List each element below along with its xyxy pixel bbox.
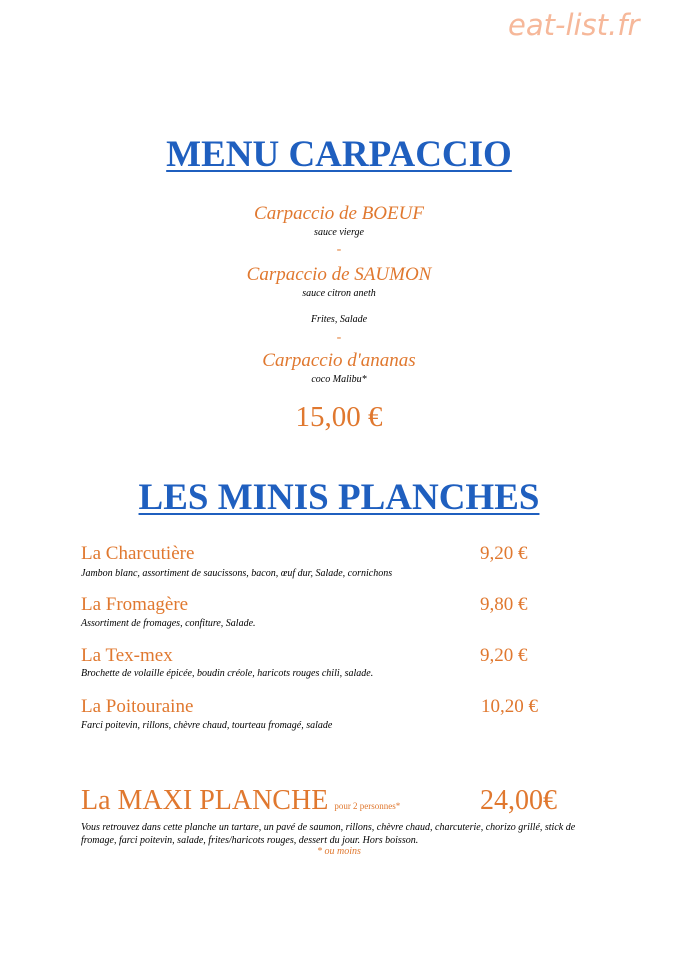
carpaccio-separator: - — [336, 330, 342, 345]
maxi-planche-price: 24,00€ — [480, 785, 557, 816]
maxi-planche-name — [81, 785, 400, 817]
carpaccio-side: Frites, Salade — [310, 314, 368, 325]
planche-price: 9,80 € — [480, 594, 528, 615]
carpaccio-item-name: Carpaccio d'ananas — [262, 350, 416, 371]
planche-desc: Assortiment de fromages, confiture, Salade. — [81, 618, 256, 629]
planche-desc: Brochette de volaille épicée, boudin créole, haricots rouges chili, salade. — [81, 668, 374, 679]
planche-price: 9,20 € — [480, 543, 528, 564]
carpaccio-item-detail: sauce citron aneth — [302, 288, 376, 299]
planche-desc: Jambon blanc, assortiment de saucissons, bacon, œuf dur, Salade, cornichons — [81, 568, 393, 579]
planches-title: LES MINIS PLANCHES — [138, 477, 540, 518]
carpaccio-item-detail: sauce vierge — [314, 227, 364, 238]
maxi-planche-footnote: * ou moins — [317, 846, 361, 857]
watermark-logo: eat-list.fr — [508, 8, 640, 42]
carpaccio-item-name: Carpaccio de SAUMON — [246, 264, 432, 285]
planche-name: La Tex-mex — [81, 645, 173, 666]
carpaccio-item-detail: coco Malibu* — [311, 374, 367, 385]
carpaccio-menu-title: MENU CARPACCIO — [166, 134, 512, 175]
planche-price: 10,20 € — [481, 696, 538, 717]
carpaccio-item-name: Carpaccio de BOEUF — [254, 203, 424, 224]
planche-name: La Poitouraine — [81, 696, 194, 717]
planche-name: La Fromagère — [81, 594, 189, 615]
maxi-planche-label: La MAXI PLANCHE — [81, 785, 329, 816]
planche-name: La Charcutière — [81, 543, 195, 564]
maxi-planche-desc: Vous retrouvez dans cette planche un tartare, un pavé de saumon, rillons, chèvre chaud, charcuterie, chorizo grillé, stick de fromage, farci poitevin, salade, frites/haricots rouges, dessert du jour. Hors boisson. — [81, 822, 576, 846]
maxi-planche-note: pour 2 personnes* — [334, 801, 401, 811]
planche-desc: Farci poitevin, rillons, chèvre chaud, tourteau fromagé, salade — [81, 720, 333, 731]
carpaccio-price: 15,00 € — [295, 401, 383, 433]
planche-price: 9,20 € — [480, 645, 528, 666]
carpaccio-separator: - — [336, 242, 342, 257]
